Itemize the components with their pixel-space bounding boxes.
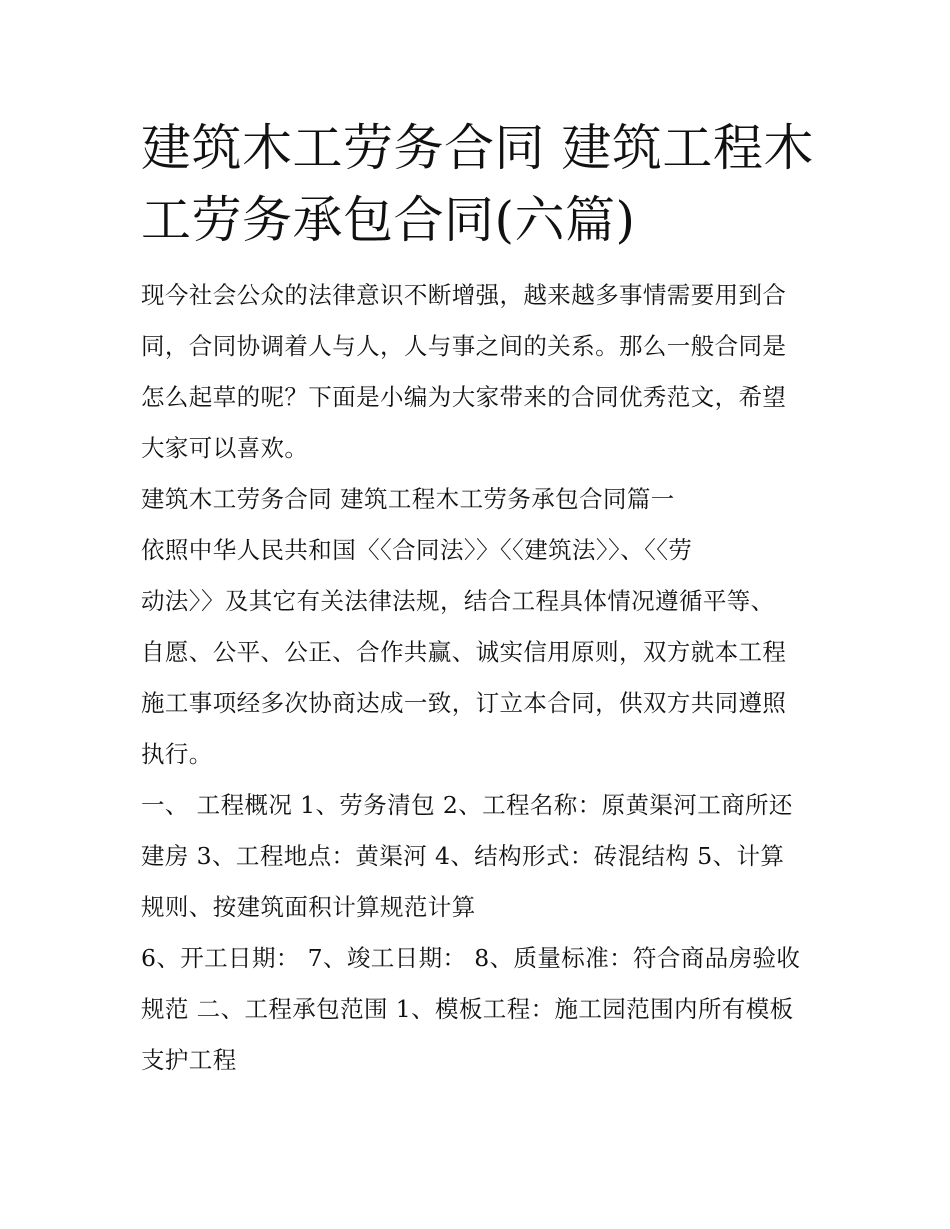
text-line: 支护工程 — [141, 1046, 237, 1074]
text-line: 大家可以喜欢。 — [141, 434, 309, 462]
intro-paragraph — [141, 270, 813, 474]
text-line: 执行。 — [141, 740, 213, 768]
document-body — [141, 112, 813, 1086]
schedule-scope-paragraph — [141, 933, 813, 1086]
project-overview-paragraph — [141, 780, 813, 933]
title-line: 工劳务承包合同(六篇) — [141, 191, 636, 249]
section-heading — [141, 474, 813, 525]
text-line: 同，合同协调着人与人，人与事之间的关系。那么一般合同是 — [141, 332, 787, 360]
text-line: 规则、按建筑面积计算规范计算 — [141, 893, 476, 921]
document-title — [141, 112, 813, 256]
text-line: 依照中华人民共和国〈〈合同法〉〉〈〈建筑法〉〉、〈〈劳 — [141, 536, 693, 564]
text-line: 施工事项经多次协商达成一致，订立本合同，供双方共同遵照 — [141, 689, 787, 717]
text-line: 怎么起草的呢？下面是小编为大家带来的合同优秀范文，希望 — [141, 383, 787, 411]
text-line: 6、开工日期： 7、竣工日期： 8、质量标准：符合商品房验收 — [141, 944, 801, 972]
text-line: 一、 工程概况 1、劳务清包 2、工程名称：原黄渠河工商所还 — [141, 791, 793, 819]
title-line: 建筑木工劳务合同 建筑工程木 — [141, 119, 814, 177]
text-line: 自愿、公平、公正、合作共赢、诚实信用原则，双方就本工程 — [141, 638, 787, 666]
text-line: 动法〉〉及其它有关法律法规，结合工程具体情况遵循平等、 — [141, 587, 775, 615]
text-line: 现今社会公众的法律意识不断增强，越来越多事情需要用到合 — [141, 281, 787, 309]
text-line: 规范 二、工程承包范围 1、模板工程：施工园范围内所有模板 — [141, 995, 794, 1023]
preamble-paragraph — [141, 525, 813, 780]
text-line: 建房 3、工程地点：黄渠河 4、结构形式：砖混结构 5、计算 — [141, 842, 785, 870]
text-line: 建筑木工劳务合同 建筑工程木工劳务承包合同篇一 — [141, 485, 675, 513]
